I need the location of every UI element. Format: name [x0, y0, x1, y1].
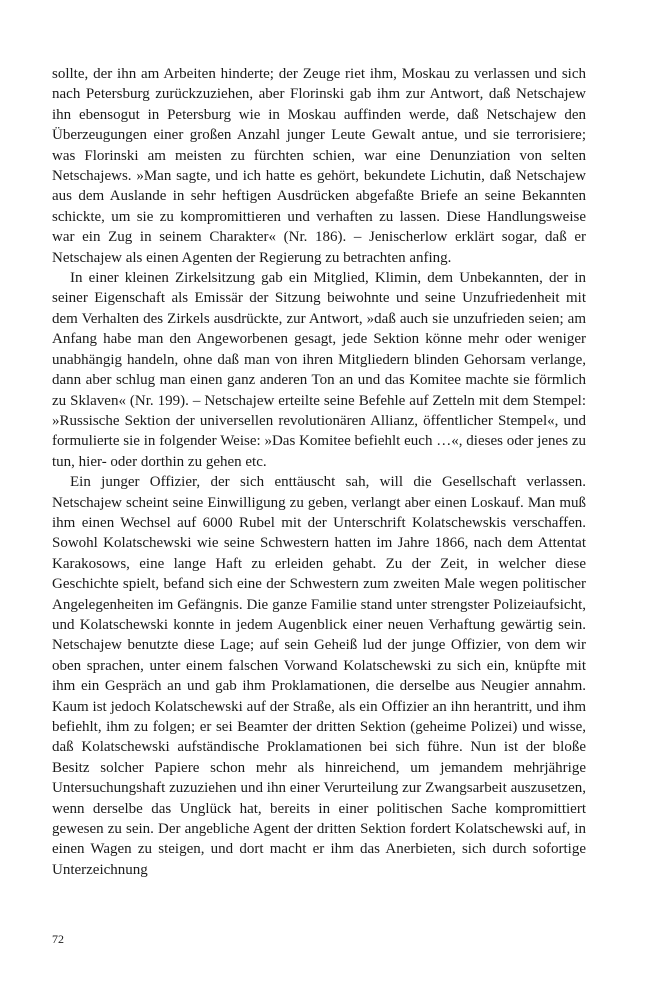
page-body [52, 64, 586, 880]
paragraph-1: sollte, der ihn am Arbeiten hinderte; der Zeuge riet ihm, Moskau zu verlassen und sich nach Petersburg zurückzuziehen, aber Florinski gab ihm zur Antwort, daß Netschajew ihn ebensogut in Petersburg wie in Moskau auffinden werde, daß Netschajew den Überzeugungen einer großen Anzahl junger Leute Gewalt antue, und sie terrorisiere; was Florinski am meisten zu fürchten schien, war eine Denunziation von selten Netschajews. »Man sagte, und ich hatte es gehört, bekundete Lichutin, daß Netschajew aus dem Auslande in sehr heftigen Ausdrücken abgefaßte Briefe an seine Bekannten schickte, um sie zu kompromittieren und verhaften zu lassen. Diese Handlungsweise war ein Zug in seinem Charakter« (Nr. 186). – Jenischerlow erklärt sogar, daß er Netschajew als einen Agenten der Regierung zu betrachten anfing. [52, 66, 586, 266]
paragraph-2: In einer kleinen Zirkelsitzung gab ein Mitglied, Klimin, dem Unbekannten, der in seiner Eigenschaft als Emissär der Sitzung beiwohnte und seine Unzufriedenheit mit dem Verhalten des Zirkels ausdrückte, zur Antwort, »daß auch sie unzufrieden seien; am Anfang habe man den Angeworbenen gesagt, jede Sektion könne mehr oder weniger unabhängig handeln, ohne daß man von ihren Mitgliedern blinden Gehorsam verlange, dann aber schlug man einen ganz anderen Ton an und das Komitee machte sie förmlich zu Sklaven« (Nr. 199). – Netschajew erteilte seine Befehle auf Zetteln mit dem Stempel: »Russische Sektion der universellen revolutionären Allianz, öffentlicher Stempel«, und formulierte sie in folgender Weise: »Das Komitee befiehlt euch …«, dieses oder jenes zu tun, hier- oder dorthin zu gehen etc. [52, 270, 586, 470]
page-number: 72 [52, 932, 64, 946]
paragraph-3: Ein junger Offizier, der sich enttäuscht sah, will die Gesellschaft verlassen. Netschajew scheint seine Einwilligung zu geben, verlangt aber einen Loskauf. Man muß ihm einen Wechsel auf 6000 Rubel mit der Unterschrift Kolatschewskis verschaffen. Sowohl Kolatschewski wie seine Schwestern hatten im Jahre 1866, nach dem Attentat Karakosows, eine lange Haft zu erleiden gehabt. Zu der Zeit, in welcher diese Geschichte spielt, befand sich eine der Schwestern zum zweiten Male wegen politischer Angelegenheiten im Gefängnis. Die ganze Familie stand unter strengster Polizeiaufsicht, und Kolatschewski konnte in jedem Augenblick einer neuen Verhaftung gewärtig sein. Netschajew benutzte diese Lage; auf sein Geheiß lud der junge Offizier, von dem wir oben sprachen, unter einem falschen Vorwand Kolatschewski zu sich ein, knüpfte mit ihm ein Gespräch an und gab ihm Proklamationen, die derselbe aus Neugier annahm. Kaum ist jedoch Kolatschewski auf der Straße, als ein Offizier an ihn herantritt, und ihm befiehlt, ihm zu folgen; er sei Beamter der dritten Sektion (geheime Polizei) und wisse, daß Kolatschewski aufständische Proklamationen bei sich führe. Nun ist der bloße Besitz solcher Papiere schon mehr als hinreichend, um jemandem mehrjährige Untersuchungshaft zuzuziehen und ihn einer Verurteilung zur Zwangsarbeit auszusetzen, wenn derselbe das Unglück hat, bereits in einer politischen Sache kompromittiert gewesen zu sein. Der angebliche Agent der dritten Sektion fordert Kolatschewski auf, in einen Wagen zu steigen, und dort macht er ihm das Anerbieten, sich durch sofortige Unterzeichnung [52, 474, 586, 878]
